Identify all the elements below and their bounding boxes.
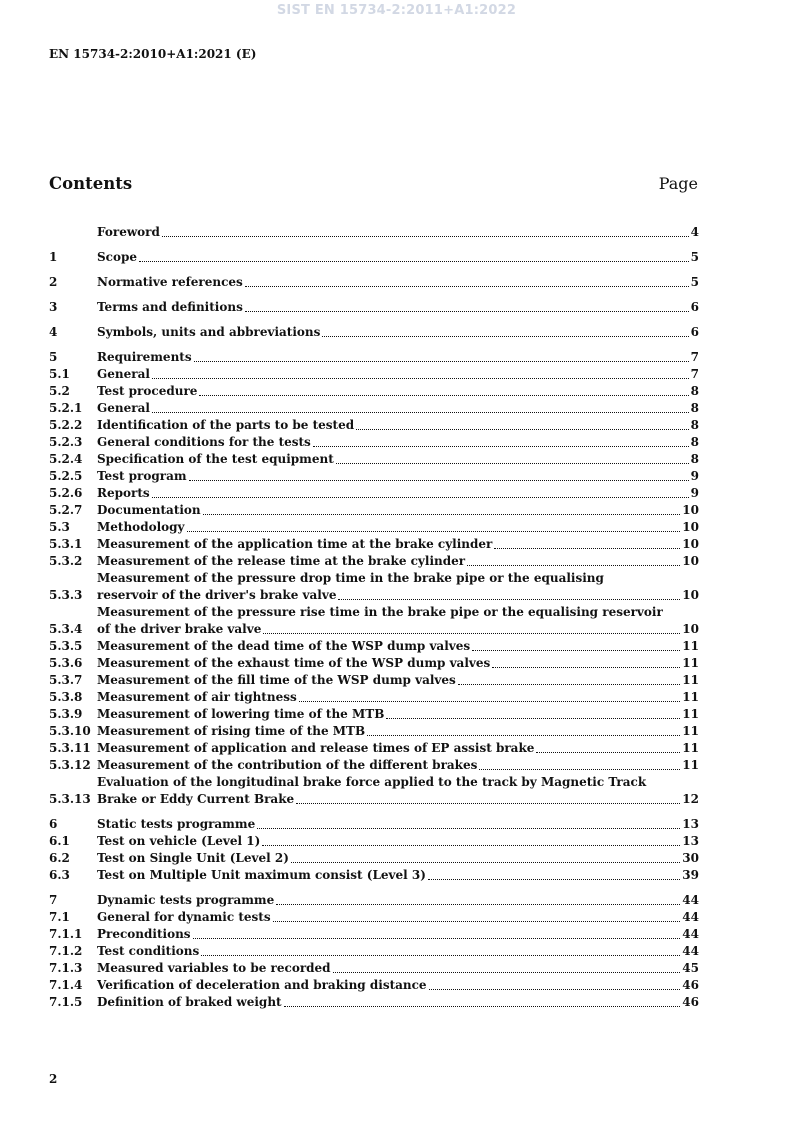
dot-leader [263,633,680,634]
toc-entry[interactable] [49,723,699,740]
toc-entry-number: 5.3.12 [49,758,91,772]
dot-leader [322,336,688,337]
toc-entry-number: 5.3.7 [49,673,83,687]
toc-entry-page: 11 [682,656,699,670]
toc-entry-title: Terms and definitions [97,300,243,314]
dot-leader [162,236,689,237]
toc-entry[interactable] [49,816,699,833]
toc-entry-page: 46 [682,995,699,1009]
toc-entry-title: Measurement of application and release times of EP assist brake [97,741,535,755]
toc-entry-page: 11 [682,741,699,755]
toc-entry-page: 44 [682,927,699,941]
toc-entry-page: 44 [682,910,699,924]
toc-entry-number: 5.2 [49,384,70,398]
dot-leader [262,845,680,846]
toc-entry-page: 12 [682,792,699,806]
toc-entry-page: 10 [682,537,699,551]
contents-heading: Contents [49,174,133,193]
toc-entry-page: 10 [682,622,699,636]
dot-leader [479,769,680,770]
toc-entry-number: 5.2.3 [49,435,83,449]
toc-entry[interactable] [49,706,699,723]
toc-entry-page: 11 [682,707,699,721]
toc-entry-title-continued: reservoir of the driver's brake valve [97,588,337,602]
toc-entry-number: 5.3.8 [49,690,83,704]
toc-entry-title: Measurement of the release time at the brake cylinder [97,554,466,568]
toc-entry-title: Measurement of the pressure rise time in the brake pipe or the equalising reservoir [97,605,663,619]
toc-entry-number: 5.2.6 [49,486,83,500]
toc-entry-title: General conditions for the tests [97,435,311,449]
toc-entry[interactable] [49,943,699,960]
toc-entry-number: 5.3.4 [49,622,83,636]
toc-entry-title: Measured variables to be recorded [97,961,331,975]
dot-leader [152,378,689,379]
toc-entry-number: 5.3.11 [49,741,91,755]
toc-entry-title: Evaluation of the longitudinal brake force applied to the track by Magnetic Track [97,775,647,789]
toc-entry-number: 5 [49,350,58,364]
toc-entry-title: Specification of the test equipment [97,452,334,466]
toc-entry-title: Test program [97,469,187,483]
dot-leader [139,261,689,262]
toc-entry-number: 5.3.2 [49,554,83,568]
toc-entry-number: 5.2.2 [49,418,83,432]
toc-entry-title: Static tests programme [97,817,256,831]
dot-leader [194,361,689,362]
toc-entry-number: 6 [49,817,58,831]
dot-leader [284,1006,681,1007]
toc-entry-page: 9 [690,486,699,500]
toc-entry-page: 11 [682,758,699,772]
toc-entry-title: Normative references [97,275,243,289]
toc-entry[interactable] [49,249,699,266]
toc-entry-title: Measurement of the exhaust time of the WSP dump valves [97,656,491,670]
toc-entry[interactable] [49,536,699,553]
toc-entry[interactable] [49,417,699,434]
toc-entry-number: 5.2.1 [49,401,83,415]
toc-entry-title: Documentation [97,503,201,517]
toc-entry-title: Foreword [97,225,160,239]
toc-entry-page: 11 [682,673,699,687]
page-column-label: Page [658,174,698,193]
dot-leader [201,955,680,956]
toc-entry-page: 6 [690,325,699,339]
toc-entry[interactable] [49,689,699,706]
toc-entry-page: 11 [682,690,699,704]
toc-entry-title: Requirements [97,350,192,364]
toc-entry[interactable] [49,994,699,1011]
toc-entry-number: 5.3.9 [49,707,83,721]
toc-entry-page: 46 [682,978,699,992]
dot-leader [386,718,680,719]
toc-entry[interactable] [49,774,699,808]
toc-entry-page: 8 [690,435,699,449]
toc-entry-number: 6.1 [49,834,70,848]
toc-entry-title: Methodology [97,520,185,534]
toc-entry-page: 13 [682,834,699,848]
toc-entry-page: 10 [682,503,699,517]
toc-entry-number: 3 [49,300,58,314]
watermark: SIST EN 15734-2:2011+A1:2022 [276,3,517,18]
dot-leader [187,531,681,532]
toc-entry[interactable] [49,553,699,570]
toc-entry-number: 7 [49,893,58,907]
dot-leader [338,599,680,600]
dot-leader [472,650,680,651]
dot-leader [494,548,680,549]
toc-entry-title: Reports [97,486,150,500]
toc-entry-page: 8 [690,384,699,398]
toc-entry-page: 30 [682,851,699,865]
toc-entry-title: Test on Multiple Unit maximum consist (Level 3) [97,868,426,882]
toc-entry[interactable] [49,672,699,689]
toc-entry-title: Scope [97,250,138,264]
toc-entry[interactable] [49,468,699,485]
toc-entry-title-continued: of the driver brake valve [97,622,262,636]
toc-entry-page: 5 [690,250,699,264]
toc-entry-number: 4 [49,325,58,339]
toc-entry-title: Symbols, units and abbreviations [97,325,321,339]
toc-entry-title: Measurement of the fill time of the WSP dump valves [97,673,456,687]
toc-entry-title: Test on Single Unit (Level 2) [97,851,289,865]
toc-entry[interactable] [49,485,699,502]
toc-entry-page: 8 [690,452,699,466]
toc-entry-title: Preconditions [97,927,191,941]
toc-entry-page: 5 [690,275,699,289]
toc-entry[interactable] [49,349,699,366]
toc-entry-title: General [97,367,150,381]
toc-entry-number: 5.2.4 [49,452,83,466]
toc-entry-title: Test procedure [97,384,198,398]
toc-entry-title: Identification of the parts to be tested [97,418,355,432]
toc-entry-page: 44 [682,893,699,907]
toc-entry[interactable] [49,833,699,850]
toc-entry[interactable] [49,977,699,994]
dot-leader [245,286,689,287]
toc-entry-page: 10 [682,554,699,568]
toc-entry-number: 2 [49,275,58,289]
toc-entry-title: Measurement of the contribution of the different brakes [97,758,478,772]
toc-entry-number: 5.1 [49,367,70,381]
toc-entry-title: Test on vehicle (Level 1) [97,834,261,848]
toc-entry-title: Definition of braked weight [97,995,282,1009]
toc-entry-page: 7 [690,367,699,381]
toc-entry-title: Test conditions [97,944,200,958]
toc-entry-page: 10 [682,520,699,534]
toc-entry[interactable] [49,909,699,926]
toc-entry-title: Measurement of the dead time of the WSP dump valves [97,639,471,653]
page-number: 2 [49,1072,58,1086]
toc-entry[interactable] [49,960,699,977]
toc-entry[interactable] [49,892,699,909]
toc-entry-number: 5.3 [49,520,70,534]
dot-leader [296,803,680,804]
toc-entry[interactable] [49,519,699,536]
toc-entry-number: 5.3.5 [49,639,83,653]
toc-entry-page: 8 [690,401,699,415]
toc-entry-number: 5.3.10 [49,724,91,738]
dot-leader [276,904,680,905]
dot-leader [333,972,681,973]
toc-entry-title: Measurement of lowering time of the MTB [97,707,385,721]
toc-entry[interactable] [49,434,699,451]
toc-entry-title: General for dynamic tests [97,910,271,924]
toc-entry-title: Measurement of the pressure drop time in the brake pipe or the equalising [97,571,604,585]
dot-leader [336,463,689,464]
toc-entry-number: 6.2 [49,851,70,865]
toc-entry-title: Measurement of rising time of the MTB [97,724,366,738]
dot-leader [429,989,681,990]
toc-entry-page: 44 [682,944,699,958]
toc-entry-title: Measurement of air tightness [97,690,297,704]
toc-entry[interactable] [49,400,699,417]
toc-entry-title: Verification of deceleration and braking distance [97,978,427,992]
toc-entry-number: 7.1 [49,910,70,924]
toc-entry-page: 39 [682,868,699,882]
toc-entry-number: 7.1.5 [49,995,83,1009]
toc-entry-page: 9 [690,469,699,483]
dot-leader [203,514,681,515]
toc-entry[interactable] [49,638,699,655]
dot-leader [245,311,689,312]
dot-leader [291,862,680,863]
toc-entry-title: Measurement of the application time at the brake cylinder [97,537,493,551]
toc-entry[interactable] [49,757,699,774]
toc-entry-page: 8 [690,418,699,432]
toc-entry-number: 5.3.6 [49,656,83,670]
toc-entry[interactable] [49,850,699,867]
toc-entry-page: 45 [682,961,699,975]
dot-leader [152,412,689,413]
toc-entry[interactable] [49,655,699,672]
toc-entry-number: 5.3.1 [49,537,83,551]
toc-entry-title: General [97,401,150,415]
toc-entry-number: 7.1.2 [49,944,83,958]
dot-leader [367,735,680,736]
toc-entry-page: 11 [682,639,699,653]
toc-entry[interactable] [49,604,699,638]
toc-entry-title: Dynamic tests programme [97,893,275,907]
dot-leader [467,565,680,566]
toc-entry[interactable] [49,867,699,884]
dot-leader [428,879,680,880]
toc-entry-page: 4 [690,225,699,239]
toc-entry[interactable] [49,451,699,468]
table-of-contents [49,224,699,1011]
document-identifier: EN 15734-2:2010+A1:2021 (E) [49,47,257,61]
toc-entry[interactable] [49,740,699,757]
toc-entry[interactable] [49,324,699,341]
dot-leader [199,395,688,396]
toc-entry[interactable] [49,926,699,943]
dot-leader [193,938,681,939]
toc-entry-number: 5.3.3 [49,588,83,602]
dot-leader [257,828,680,829]
toc-entry[interactable] [49,299,699,316]
toc-entry-page: 6 [690,300,699,314]
toc-entry-number: 5.2.7 [49,503,83,517]
toc-entry-number: 5.2.5 [49,469,83,483]
toc-entry-page: 11 [682,724,699,738]
toc-entry-title-continued: Brake or Eddy Current Brake [97,792,295,806]
toc-entry[interactable] [49,502,699,519]
toc-entry[interactable] [49,570,699,604]
toc-entry-page: 13 [682,817,699,831]
toc-entry-number: 7.1.1 [49,927,83,941]
dot-leader [536,752,680,753]
toc-entry[interactable] [49,366,699,383]
dot-leader [356,429,689,430]
dot-leader [313,446,689,447]
toc-entry-number: 6.3 [49,868,70,882]
toc-entry-page: 10 [682,588,699,602]
toc-entry-page: 7 [690,350,699,364]
dot-leader [492,667,680,668]
dot-leader [152,497,689,498]
toc-entry-number: 7.1.4 [49,978,83,992]
dot-leader [299,701,681,702]
toc-entry-number: 1 [49,250,58,264]
dot-leader [458,684,681,685]
toc-entry[interactable] [49,383,699,400]
dot-leader [189,480,689,481]
toc-entry-number: 5.3.13 [49,792,91,806]
dot-leader [273,921,681,922]
toc-entry[interactable] [49,224,699,241]
toc-entry-number: 7.1.3 [49,961,83,975]
toc-entry[interactable] [49,274,699,291]
